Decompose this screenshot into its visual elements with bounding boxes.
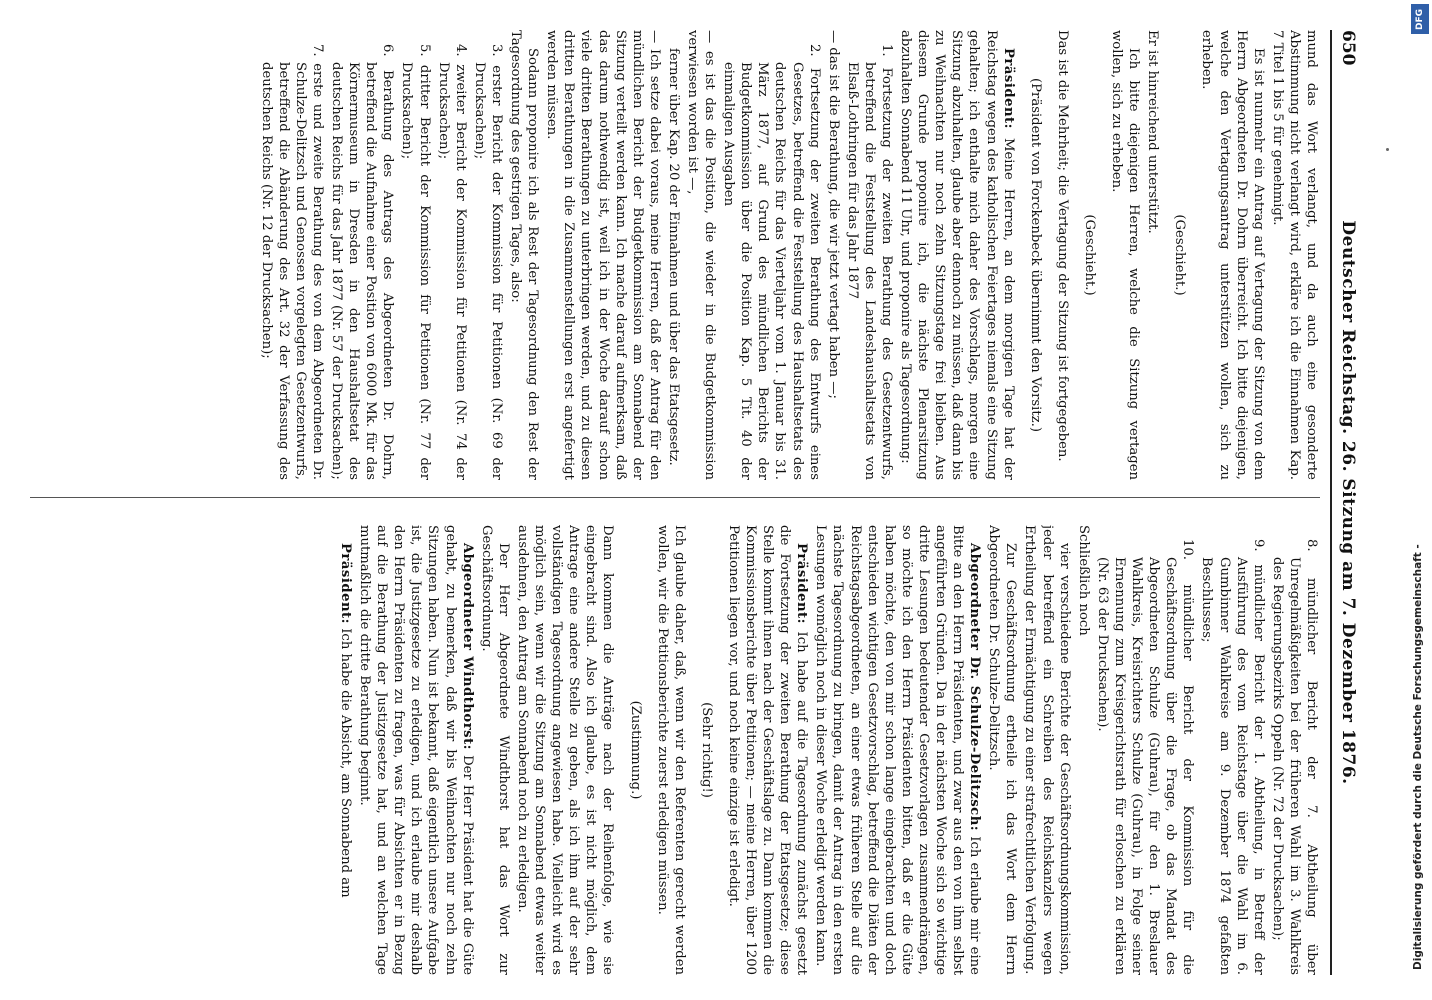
paragraph: Schließlich noch xyxy=(1075,525,1091,636)
agenda-item-text: mündlicher Bericht der Kommission für die Geschäftsordnung über die Frage, ob das Mandat des Abgeordneten Schulze (Guhrau), für den 1. Breslauer Wahlkreis, Kreisrichters Schulze (Guhrau), in Folge seiner Ernennung zum Kreisgerichtsrath für erloschen zu erklären (Nr. 63 der Drucksachen). xyxy=(1094,557,1196,975)
paragraph: — es ist das die Position, die wieder in die Budgetkommission verwiesen worden ist —, xyxy=(685,30,718,480)
speaker-name: Abgeordneter Windthorst: xyxy=(459,543,475,751)
agenda-item xyxy=(258,30,326,480)
speaker-name: Präsident: xyxy=(338,543,354,625)
stage-direction: (Zustimmung.) xyxy=(627,700,643,800)
agenda-item-text: zweiter Bericht der Kommission für Petitionen (Nr. 74 der Drucksachen); xyxy=(435,62,468,480)
stage-direction: (Sehr richtig!) xyxy=(698,702,714,798)
agenda-item-number: 3. xyxy=(488,44,504,57)
paragraph: — das ist die Berathung, die wir jetzt vertagt haben —; xyxy=(825,30,841,399)
agenda-item-text: erste und zweite Berathung des von dem Abgeordneten Dr. Schulze-Delitzsch und Genossen vorgelegten Gesetzentwurfs, betreffend die Abänderung des Art. 32 der Verfassung des deutschen Reichs (Nr. 12 der Drucksachen); xyxy=(258,62,326,480)
agenda-item xyxy=(435,30,469,480)
paragraph: Es ist nunmehr ein Antrag auf Vertagung der Sitzung von dem Herrn Abgeordneten Dr. Dohrn überreicht. Ich bitte diejenigen, welche den Vertagungsantrag unterstützen wollen, sich zu erheben. xyxy=(1199,30,1266,480)
agenda-item xyxy=(1269,525,1320,975)
paragraph xyxy=(337,525,354,975)
paragraph: Das ist die Mehrheit; die Vertagung der Sitzung ist fortgegeben. xyxy=(1054,30,1070,462)
speaker-name: Abgeordneter Dr. Schulze-Delitzsch: xyxy=(967,543,983,832)
agenda-item-number: 2. xyxy=(806,44,822,57)
agenda-item xyxy=(471,30,505,480)
speech-text: Der Herr Präsident hat die Güte gehabt, zu bemerken, daß wir bis Weihnachten nur noch zehn Sitzungen haben. Nun ist bekannt, daß eigentlich unsere Aufgabe ist, die Justizgesetze zu erledigen, und ich erlaube mir deshalb den Herrn Präsidenten zu fragen, was für Absichten er in Bezug auf die Berathung der Justizgesetze hat, und an welchen Tage mutmaßlich die dritte Berathung beginnt. xyxy=(357,525,475,975)
agenda-item-text: erster Bericht der Kommission für Petitionen (Nr. 69 der Drucksachen); xyxy=(471,62,504,480)
right-column xyxy=(20,525,1320,975)
speech-text: Ich habe die Absicht, am Sonnabend am xyxy=(338,628,354,898)
paragraph: Sodann proponire ich als Rest der Tagesordnung den Rest der Tagesordnung des gestrigen Tages, also: xyxy=(508,30,541,480)
paragraph: — Ich setze dabei voraus, meine Herren, daß der Antrag für den mündlichen Bericht der Budgetkommission am Sonnabend der Sitzung verteilt werden kann. Ich mache darauf aufmerksam, daß das darum nothwendig ist, weil ich in der Woche darauf schon viele dritten Berathungen zu unterbringen werden, und zu diesen dritten Berathungen in die Zusammenstellungen erst angefertigt werden müssen. xyxy=(544,30,662,480)
page-title: Deutscher Reichstag. 26. Sitzung am 7. Dezember 1876. xyxy=(1338,220,1358,785)
left-column xyxy=(20,30,1320,480)
agenda-item xyxy=(844,30,895,480)
running-head xyxy=(1330,30,1358,975)
agenda-item xyxy=(720,30,823,480)
speaker-name: Präsident: xyxy=(794,543,810,625)
agenda-item-number: 6. xyxy=(380,44,396,57)
paragraph: Ich bitte diejenigen Herren, welche die Sitzung vertagen wollen, sich zu erheben. xyxy=(1109,30,1142,480)
stage-direction: (Geschieht.) xyxy=(1081,214,1097,296)
agenda-item-number: 5. xyxy=(416,44,432,57)
paragraph: vier verschiedene Berichte der Geschäftsordnungskommission, jeder betreffend ein Schreiben des Reichskanzlers wegen Ertheilung der Ermächtigung zu einer strafrechtlichen Verfolgung. xyxy=(1022,525,1072,975)
agenda-item-number: 4. xyxy=(452,44,468,57)
stage-direction: (Geschieht.) xyxy=(1172,214,1188,296)
speech-text: Meine Herren, an dem morgigen Tage hat der Reichstag wegen des katholischen Feiertages niemals eine Sitzung gehalten; ich enthalte mich daher des Vorschlags, morgen eine Sitzung abzuhalten, glaube aber dennoch zu müssen, daß dann bis zu Weihnachten nur noch zehn Sitzungstage frei bleiben. Aus diesem Grunde proponire ich, die nächste Plenarsitzung abzuhalten Sonnabend 11 Uhr, und proponire als Tagesordnung: xyxy=(898,30,1016,480)
agenda-item-number: 1. xyxy=(879,44,895,57)
agenda-item-number: 10. xyxy=(1180,539,1196,560)
agenda-item-text: Fortsetzung der zweiten Berathung des Entwurfs eines Gesetzes, betreffend die Feststellung des Haushaltsetats des deutschen Reichs für das Vierteljahr vom 1. Januar bis 31. März 1877, auf Grund des mündlichen Berichts der Budgetkommission über die Position Kap. 5 Tit. 40 der einmaligen Ausgaben xyxy=(721,62,822,480)
paragraph: Der Herr Abgeordnete Windthorst hat das Wort zur Geschäftsordnung. xyxy=(478,525,511,975)
paragraph: Zur Geschäftsordnung ertheile ich das Wort dem Herrn Abgeordneten Dr. Schulze-Delitzsch. xyxy=(986,525,1019,975)
agenda-item-text: dritter Bericht der Kommission für Petitionen (Nr. 77 der Drucksachen); xyxy=(399,62,432,480)
paragraph xyxy=(812,525,983,975)
paragraph: mund das Wort verlangt, und da auch eine gesonderte Abstimmung nicht verlangt wird, erkläre ich die Einnahmen Kap. 7 Titel 1 bis 5 für genehmigt. xyxy=(1269,30,1319,480)
agenda-item-number: 9. xyxy=(1250,539,1266,552)
dfg-logo: DFG xyxy=(1411,4,1429,34)
agenda-item xyxy=(328,30,396,480)
paragraph: Ich glaube daher, daß, wenn wir den Referenten gerecht werden wollen, wir die Petitionsberichte zuerst erledigen müssen. xyxy=(654,525,687,975)
speaker-name: Präsident: xyxy=(1000,48,1016,130)
stage-direction: (Präsident von Forckenbeck übernimmt den Vorsitz.) xyxy=(1027,78,1043,432)
paragraph: Er ist hinreichend unterstützt. xyxy=(1145,30,1161,234)
paragraph: Dann kommen die Anträge nach der Reihenfolge, wie sie eingebracht sind. Also ich glaube, es ist nicht möglich, dem Antrage eine andere Stelle zu geben, als ich ihm auf der sehr vollständigen Tagesordnung angewiesen habe. Vielleicht wird es möglich sein, wenn wir die Sitzung am Sonnabend etwas weiter ausdehnen, den Antrag am Sonnabend noch zu erledigen. xyxy=(514,525,616,975)
column-divider xyxy=(30,497,1320,498)
paragraph xyxy=(356,525,476,975)
agenda-item-number: 7. xyxy=(310,44,326,57)
agenda-item-number: 8. xyxy=(1304,539,1319,552)
agenda-item-text: mündlicher Bericht der 1. Abtheilung, in Betreff der Ausführung des vom Reichstage über die Wahl im 6. Gumbinner Wahlkreise am 9. Dezember 1874 gefaßten Beschlusses; xyxy=(1199,557,1266,975)
agenda-item-text: Berathung des Antrags des Abgeordneten Dr. Dohrn, betreffend die Aufnahme einer Position von 6000 Mk. für das Körnermuseum in Dresden in den Haushaltsetat des deutschen Reichs für das Jahr 1877 (Nr. 57 der Drucksachen); xyxy=(329,62,396,480)
agenda-item-text: mündlicher Bericht der 7. Abtheilung über Unregelmäßigkeiten bei der früheren Wahl im 3. Wahlkreis des Regierungsbezirks Oppeln (Nr. 72 der Drucksachen); xyxy=(1269,557,1319,975)
digitization-credit: Digitalisierung gefördert durch die Deutsche Forschungsgemeinschaft - xyxy=(1412,544,1424,970)
speech-text: Ich erlaube mir eine Bitte an den Herrn Präsidenten, und zwar aus den von ihm selbst angeführten Gründen. Da in der nächsten Woche sich so wichtige dritte Lesungen bedeutender Gesetzvorlagen zusammendrängen, so möchte ich den Herrn Präsidenten bitten, daß er die Güte haben möchte, den von mir schon lange eingebrachten und doch entschieden wichtigen Gesetzvorschlag, betreffend die Diäten der Reichstagsabgeordneten, an einer etwas früheren Stelle auf die nächste Tagesordnung zu bringen, damit der Antrag in den ersten Lesungen womöglich noch in dieser Woche erledigt werden kann. xyxy=(813,525,983,975)
speech-text: Ich habe auf die Tagesordnung zunächst gesetzt die Fortsetzung der zweiten Berathung der Etatsgesetze; diese Stelle kommt ihnen nach der Geschäftslage zu. Dann kommen die Kommissionsberichte über Petitionen; — meine Herren, über 1200 Petitionen liegen vor, und noch keine einzige ist erledigt. xyxy=(725,525,810,975)
agenda-item xyxy=(1094,525,1197,975)
paragraph xyxy=(725,525,810,975)
page-number: 650 xyxy=(1338,30,1358,66)
agenda-item-text: Fortsetzung der zweiten Berathung des Gesetzentwurfs, betreffend die Feststellung des Landeshaushaltsetats von Elsaß-Lothringen für das Jahr 1877 xyxy=(844,62,895,480)
agenda-item xyxy=(398,30,432,480)
paragraph: ferner über Kap. 20 der Einnahmen und über das Etatsgesetz. xyxy=(665,48,681,466)
scan-speck xyxy=(1386,148,1389,151)
paragraph xyxy=(897,30,1017,480)
agenda-item xyxy=(1198,525,1266,975)
